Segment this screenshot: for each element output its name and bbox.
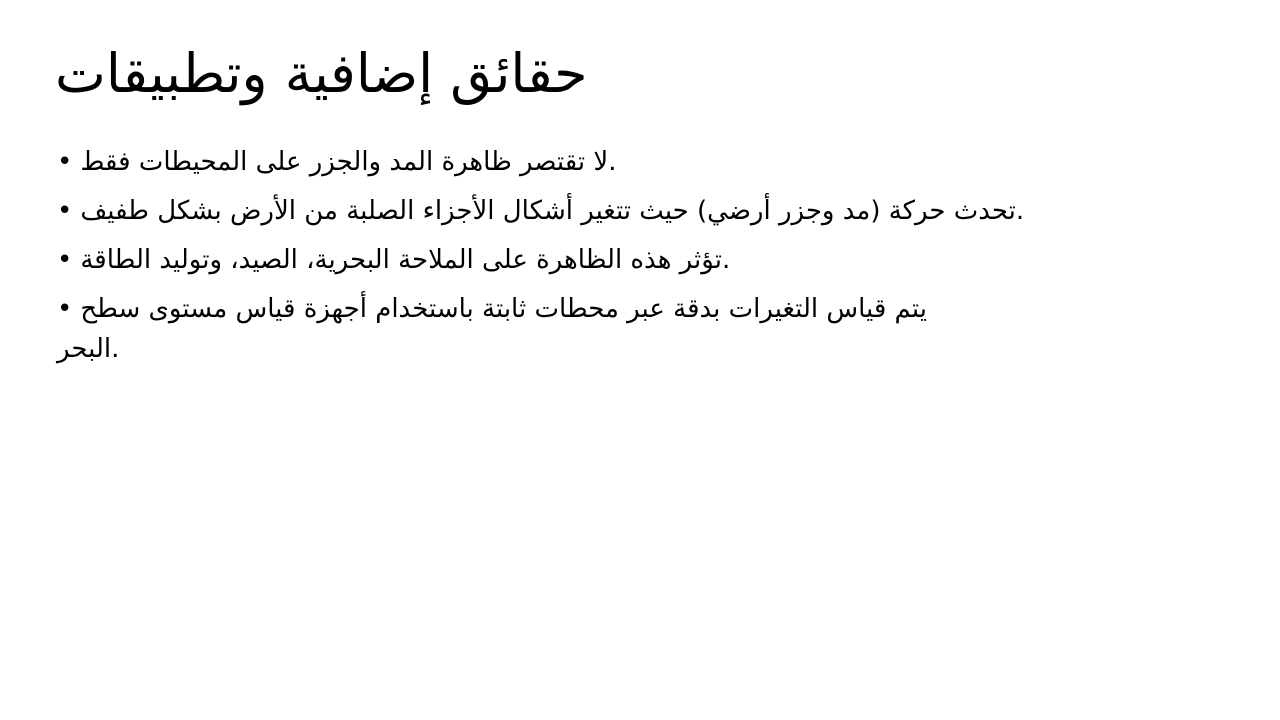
bullet-marker-icon: • [57, 245, 73, 275]
bullet-text: يتم قياس التغيرات بدقة عبر محطات ثابتة باستخدام أجهزة قياس مستوى سطح [80, 294, 927, 324]
bullet-text: تؤثر هذه الظاهرة على الملاحة البحرية، الصيد، وتوليد الطاقة. [80, 245, 731, 275]
bullet-marker-icon: • [57, 294, 73, 324]
bullet-line [57, 191, 1225, 231]
bullet-item-1 [57, 142, 1225, 182]
slide-title: حقائق إضافية وتطبيقات [55, 42, 588, 105]
bullet-line [57, 289, 1225, 329]
bullet-item-2 [57, 191, 1225, 231]
bullet-list [57, 142, 1225, 378]
bullet-text: لا تقتصر ظاهرة المد والجزر على المحيطات فقط. [80, 147, 617, 177]
bullet-line [57, 240, 1225, 280]
bullet-line [57, 142, 1225, 182]
bullet-marker-icon: • [57, 196, 73, 226]
bullet-text: تحدث حركة (مد وجزر أرضي) حيث تتغير أشكال الأجزاء الصلبة من الأرض بشكل طفيف. [80, 196, 1025, 226]
bullet-item-4 [57, 289, 1225, 369]
bullet-marker-icon: • [57, 147, 73, 177]
bullet-wrap-line: البحر. [57, 334, 120, 364]
bullet-item-3 [57, 240, 1225, 280]
